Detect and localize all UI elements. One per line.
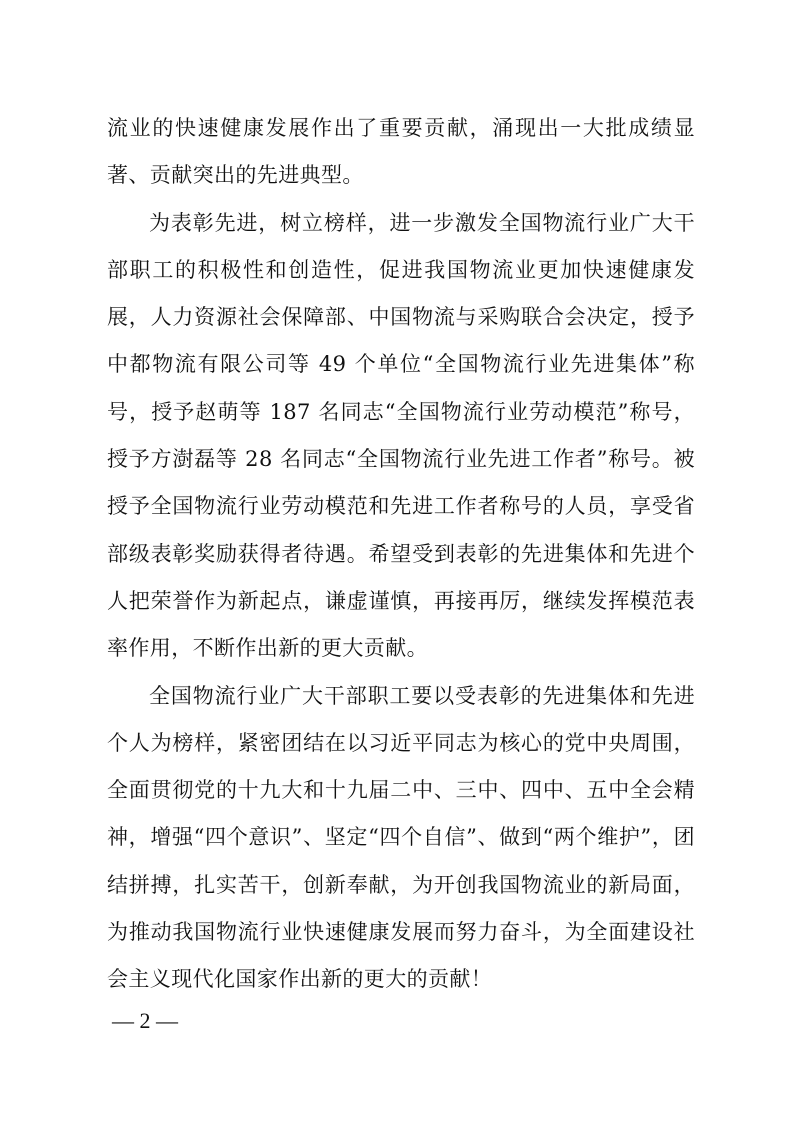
document-body bbox=[107, 105, 695, 1004]
paragraph-continued: 流业的快速健康发展作出了重要贡献，涌现出一大批成绩显著、贡献突出的先进典型。 bbox=[107, 116, 695, 188]
paragraph-commendation: 为表彰先进，树立榜样，进一步激发全国物流行业广大干部职工的积极性和创造性，促进我国物流业更加快速健康发展，人力资源社会保障部、中国物流与采购联合会决定，授予中都物流有限公司等 49 个单位“全国物流行业先进集体”称号，授予赵萌等 187 名同志“全国物流行业劳动模范”称号，授予方澍磊等 28 名同志“全国物流行业先进工作者”称号。被授予全国物流行业劳动模范和先进工作者称号的人员，享受省部级表彰奖励获得者待遇。希望受到表彰的先进集体和先进个人把荣誉作为新起点，谦虚谨慎，再接再厉，继续发挥模范表率作用，不断作出新的更大贡献。 bbox=[107, 210, 695, 661]
page-number: — 2 — bbox=[112, 1008, 178, 1033]
paragraph-call-to-action: 全国物流行业广大干部职工要以受表彰的先进集体和先进个人为榜样，紧密团结在以习近平同志为核心的党中央周围，全面贯彻党的十九大和十九届二中、三中、四中、五中全会精神，增强“四个意识”、坚定“四个自信”、做到“两个维护”，团结拼搏，扎实苦干，创新奉献，为开创我国物流业的新局面，为推动我国物流行业快速健康发展而努力奋斗，为全面建设社会主义现代化国家作出新的更大的贡献！ bbox=[107, 683, 695, 992]
